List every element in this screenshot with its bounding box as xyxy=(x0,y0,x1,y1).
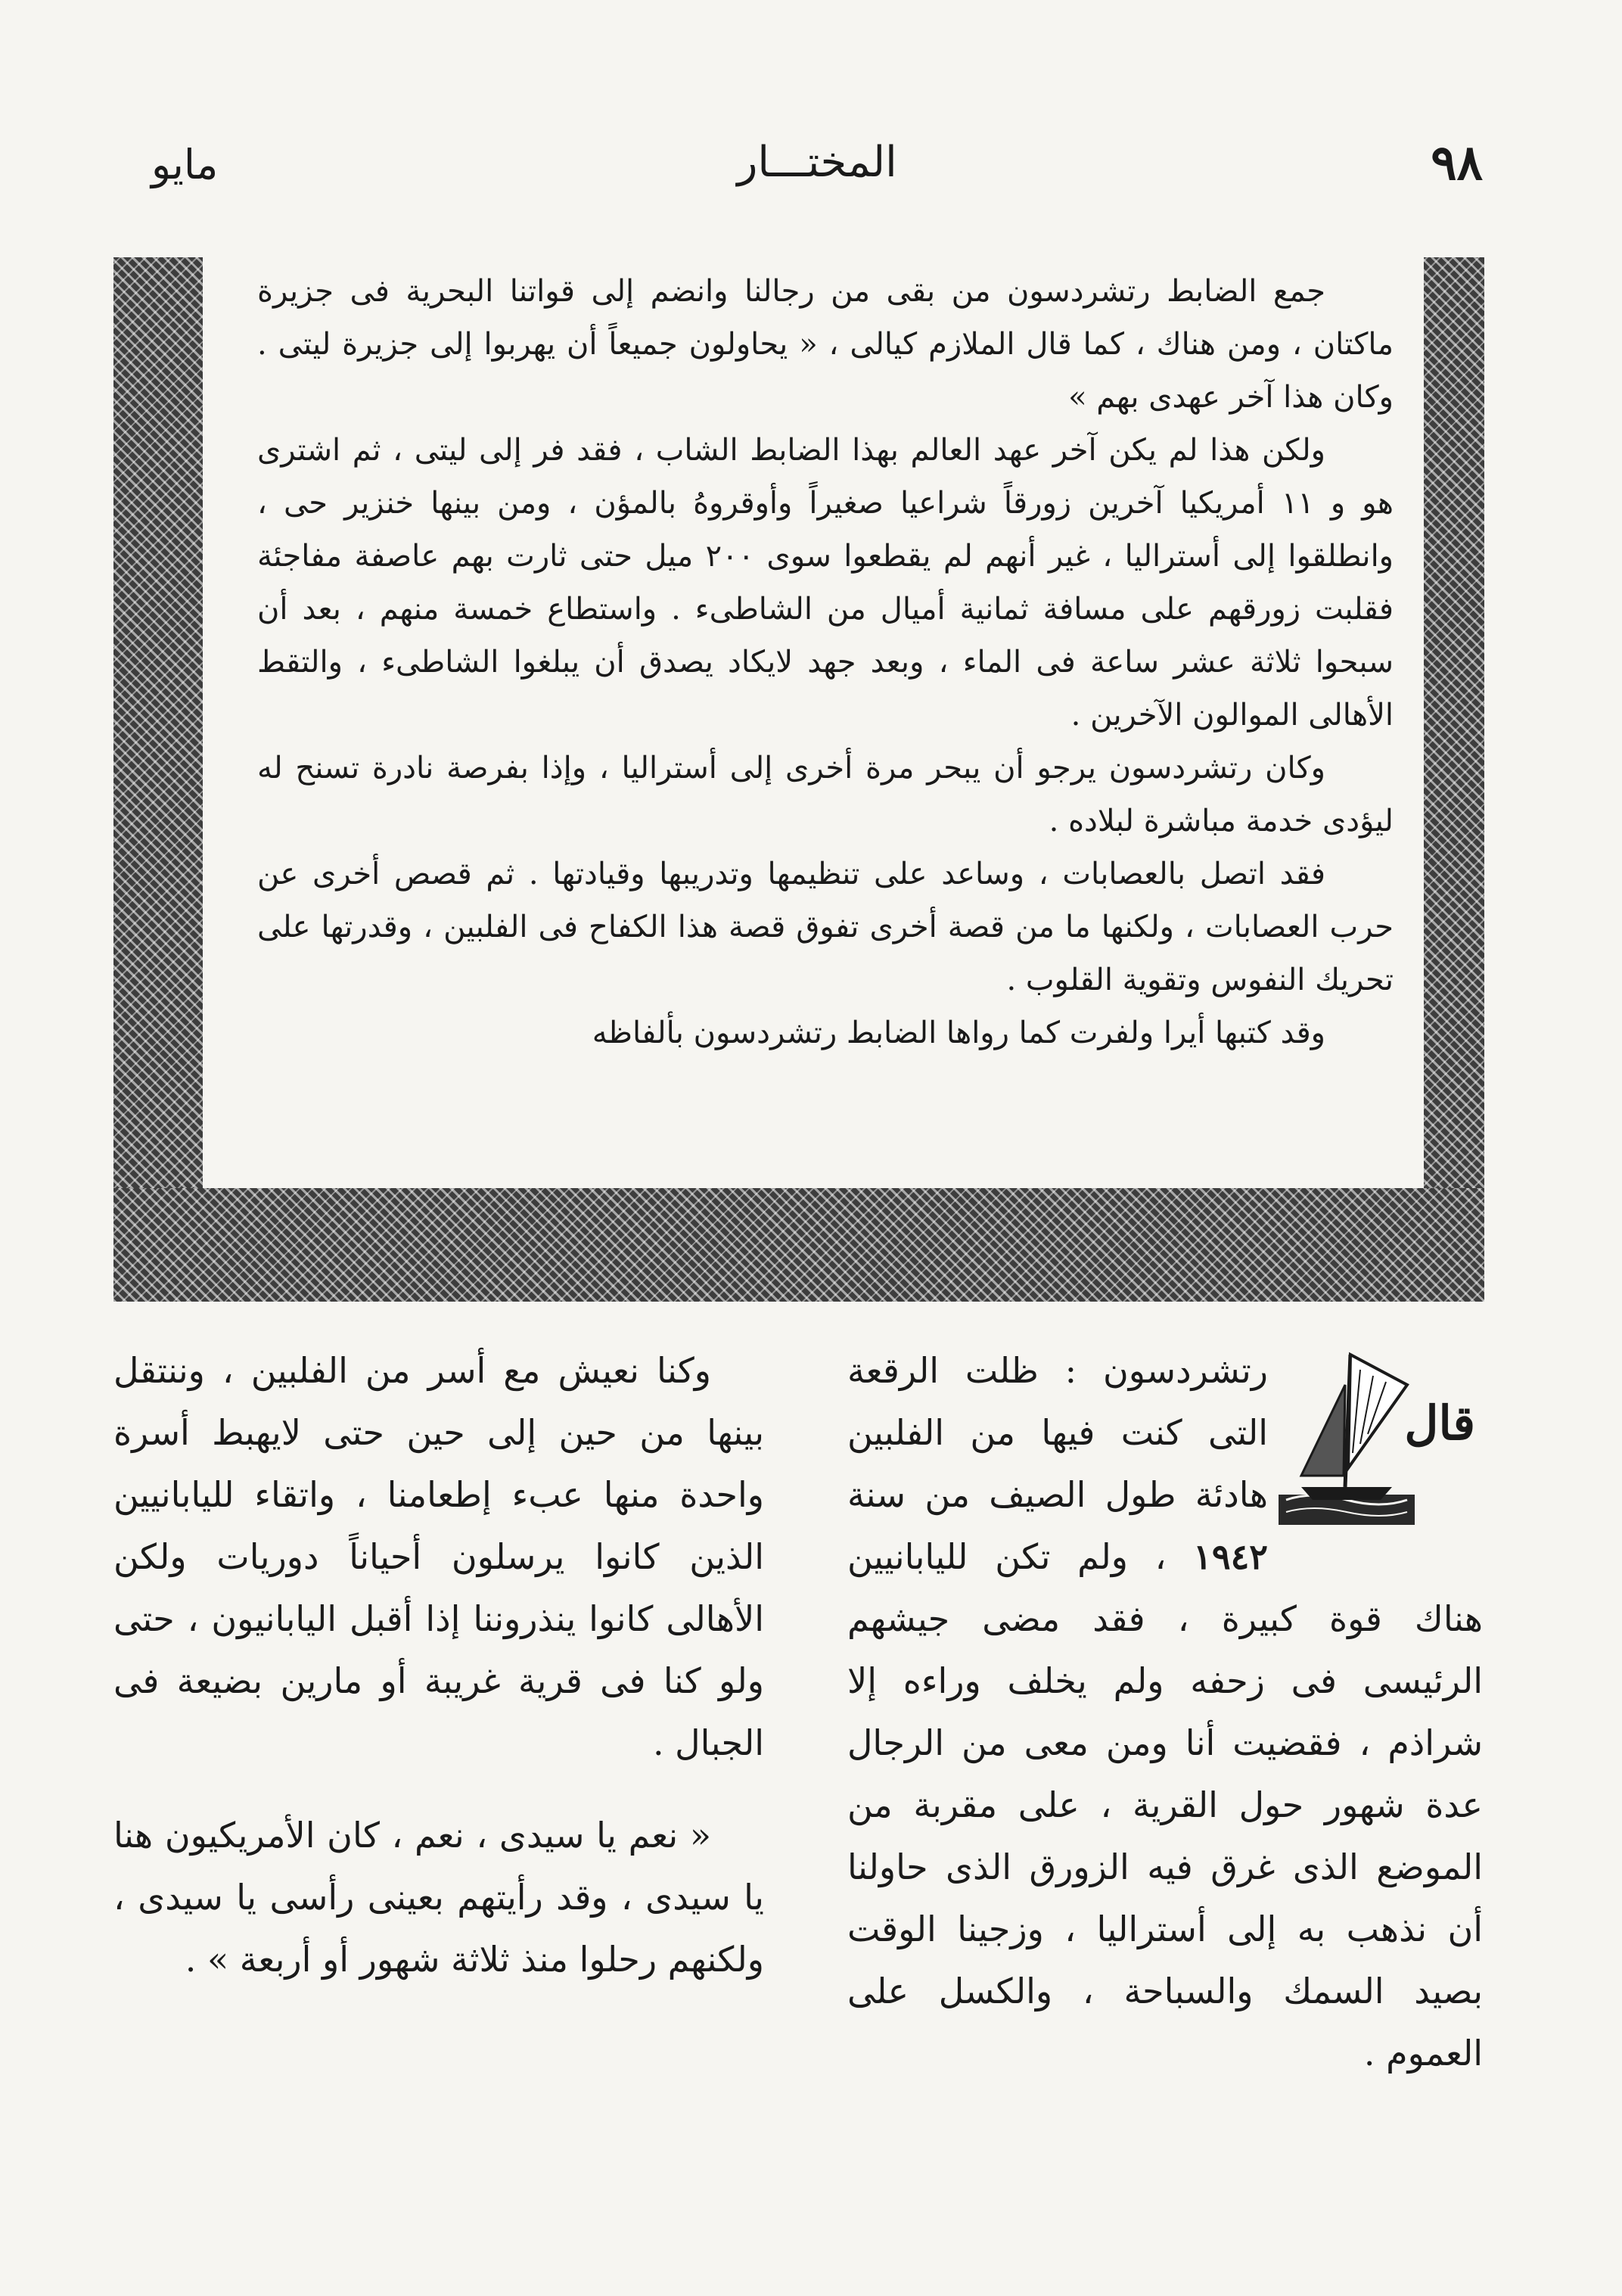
left-column xyxy=(113,1339,764,1990)
journal-title: المختـــار xyxy=(737,138,897,187)
intro-paragraph: جمع الضابط رتشردسون من بقى من رجالنا وانضم إلى قواتنا البحرية فى جزيرة ماكتان ، ومن هناك ، كما قال الملازم كيالى ، « يحاولون جميعاً أن يهربوا إلى جزيرة ليتى . وكان هذا آخر عهدى بهم » xyxy=(257,274,1394,415)
year-1942: ١٩٤٢ xyxy=(1193,1536,1268,1577)
intro-paragraph: ولكن هذا لم يكن آخر عهد العالم بهذا الضابط الشاب ، فقد فر إلى ليتى ، ثم اشترى هو و ١١ أمريكيا آخرين زورقاً شراعيا صغيراً وأوقروهُ بالمؤن ، ومن بينها خنزير حى ، وانطلقوا إلى أستراليا ، غير أنهم لم يقطعوا سوى ٢٠٠ ميل حتى ثارت بهم عاصفة مفاجئة فقلبت زورقهم على مسافة ثمانية أميال من الشاطىء . واستطاع خمسة منهم ، بعد أن سبحوا ثلاثة عشر ساعة فى الماء ، وبعد جهد لايكاد يصدق أن يبلغوا الشاطىء ، والتقط الأهالى الموالون الآخرين . xyxy=(257,433,1394,733)
jungle-border-bottom xyxy=(113,1188,1484,1302)
paragraph-text: رتشردسون : ظلت الرقعة التى كنت فيها من الفلبين هادئة طول الصيف من سنة xyxy=(847,1350,1268,1515)
intro-paragraph: فقد اتصل بالعصابات ، وساعد على تنظيمها وتدريبها وقيادتها . ثم قصص أخرى عن حرب العصابات ، ولكنها ما من قصة أخرى تفوق قصة هذا الكفاح فى الفلبين ، وقدرتها على تحريك النفوس وتقوية القلوب . xyxy=(257,857,1394,997)
decorative-frame xyxy=(113,257,1484,1302)
article-body xyxy=(113,1339,1483,2111)
jungle-border-left xyxy=(113,257,203,1203)
issue-month: مايو xyxy=(151,141,219,188)
sailboat-icon xyxy=(1279,1339,1415,1529)
paragraph-text: ، ولم تكن لليابانيين هناك قوة كبيرة ، فقد مضى جيشهم الرئيسى فى زحفه ولم يخلف وراءه إلا شراذم ، فقضيت أنا ومن معى من الرجال عدة شهور حول القرية ، على مقربة من الموضع الذى غرق فيه الزورق الذى حاولنا أن نذهب به إلى أستراليا ، وزجينا الوقت بصيد السمك والسباحة ، والكسل على العموم . xyxy=(847,1536,1484,2074)
intro-paragraph: وكان رتشردسون يرجو أن يبحر مرة أخرى إلى أستراليا ، وإذا بفرصة نادرة تسنح له ليؤدى خدمة مباشرة لبلاده . xyxy=(257,751,1394,838)
intro-text xyxy=(257,265,1394,1196)
drop-cap-word: قال xyxy=(1404,1395,1475,1451)
left-column-quote: « نعم يا سيدى ، نعم ، كان الأمريكيون هنا يا سيدى ، وقد رأيتهم بعينى رأسى يا سيدى ، ولكنهم رحلوا منذ ثلاثة شهور أو أربعة » . xyxy=(113,1815,764,1980)
right-column xyxy=(847,1339,1483,2084)
left-column-paragraph: وكنا نعيش مع أسر من الفلبين ، وننتقل بينها من حين إلى حين حتى لايهبط أسرة واحدة منها عبء إطعامنا ، واتقاء لليابانيين الذين كانوا يرسلون أحياناً دوريات ولكن الأهالى كانوا ينذروننا إذا أقبل اليابانيون ، حتى ولو كنا فى قرية غريبة أو مارين بضيعة فى الجبال . xyxy=(113,1350,764,1763)
page-header xyxy=(151,135,1483,203)
intro-paragraph: وقد كتبها أيرا ولفرت كما رواها الضابط رتشردسون بألفاظه xyxy=(592,1016,1325,1050)
page-number: ٩٨ xyxy=(1431,135,1483,191)
drop-cap-block xyxy=(1279,1339,1483,1529)
jungle-border-right xyxy=(1424,257,1484,1203)
